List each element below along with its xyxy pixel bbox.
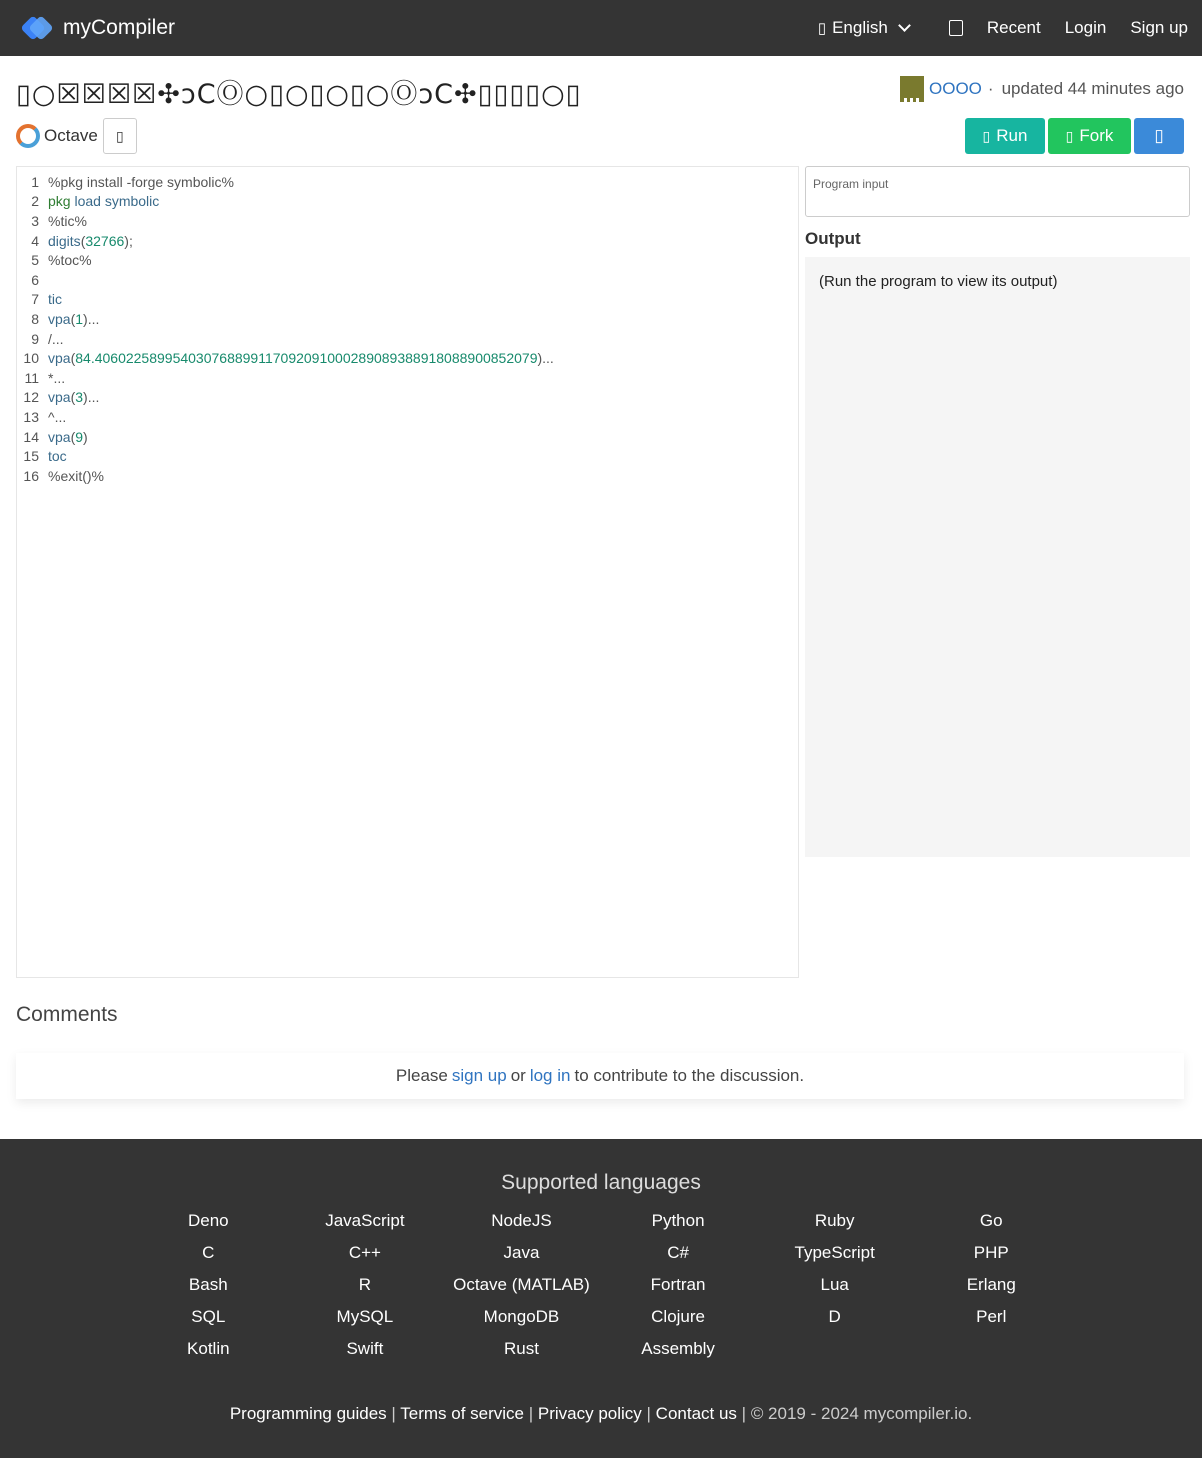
pencil-icon: ▯ (116, 127, 124, 144)
code-line[interactable] (17, 211, 798, 231)
chevron-down-icon (898, 19, 911, 32)
language-link[interactable]: Octave (MATLAB) (453, 1275, 590, 1294)
code-text: tic (48, 291, 62, 308)
language-link[interactable]: Clojure (651, 1307, 705, 1326)
program-input-field[interactable]: Program input (805, 166, 1190, 217)
language-link[interactable]: Lua (820, 1275, 849, 1294)
code-text: digits(32766); (48, 232, 133, 249)
code-text: pkg load symbolic (48, 193, 160, 210)
code-line[interactable] (17, 368, 798, 388)
line-number: 9 (31, 330, 39, 347)
fork-button[interactable] (1048, 118, 1131, 154)
code-text: *... (48, 369, 66, 386)
updated-time: updated 44 minutes ago (1001, 79, 1184, 98)
output-text: (Run the program to view its output) (819, 273, 1058, 290)
code-line[interactable] (17, 290, 798, 310)
language-link[interactable]: MongoDB (483, 1307, 560, 1326)
author-link[interactable]: OOOO (929, 79, 982, 98)
code-line[interactable] (17, 250, 798, 270)
code-line[interactable] (17, 348, 798, 368)
code-line[interactable] (17, 427, 798, 447)
language-link[interactable]: C# (667, 1243, 689, 1262)
comments-or: or (510, 1066, 526, 1085)
language-link[interactable]: Rust (504, 1339, 539, 1358)
code-line[interactable] (17, 270, 798, 290)
code-line[interactable] (17, 329, 798, 349)
line-number: 2 (31, 193, 39, 210)
language-link[interactable]: TypeScript (794, 1243, 875, 1262)
language-link[interactable]: Swift (346, 1339, 384, 1358)
line-number: 1 (31, 173, 39, 190)
language-link[interactable]: Python (651, 1211, 705, 1230)
comments-box (16, 1053, 1184, 1099)
line-number: 5 (31, 252, 39, 269)
output-panel (805, 257, 1190, 857)
top-navbar (0, 0, 1202, 56)
copyright: © 2019 - 2024 mycompiler.io. (750, 1404, 973, 1423)
language-link[interactable]: R (358, 1275, 372, 1294)
language-link[interactable]: Fortran (650, 1275, 706, 1294)
moon-icon[interactable] (949, 20, 963, 36)
code-text: %exit()% (48, 467, 105, 484)
footer-links: Programming guides | Terms of service | Privacy policy | Contact us | © 2019 - 2024 mycompiler.io. (229, 1404, 973, 1423)
octave-icon (16, 124, 40, 148)
brand-link[interactable] (22, 15, 175, 41)
code-text: vpa(9) (48, 428, 88, 445)
program-language: Octave (44, 126, 98, 145)
comments-suffix: to contribute to the discussion. (574, 1066, 805, 1085)
line-number: 13 (23, 408, 39, 425)
language-link[interactable]: Bash (188, 1275, 228, 1294)
language-link[interactable]: Ruby (814, 1211, 855, 1230)
language-link[interactable]: NodeJS (491, 1211, 552, 1230)
share-button[interactable] (1134, 118, 1184, 154)
meta-separator: · (987, 79, 994, 98)
code-editor[interactable] (16, 166, 799, 978)
run-label: Run (996, 126, 1028, 145)
share-icon: ▯ (1154, 126, 1164, 145)
footer (0, 1139, 1202, 1458)
globe-icon: ▯ (817, 20, 827, 37)
code-text: vpa(3)... (48, 389, 100, 406)
code-line[interactable] (17, 466, 798, 486)
login-link[interactable]: Login (1064, 18, 1107, 37)
language-link[interactable]: SQL (191, 1307, 226, 1326)
language-link[interactable]: C++ (348, 1243, 381, 1262)
language-link[interactable]: JavaScript (325, 1211, 405, 1230)
language-link[interactable]: Go (979, 1211, 1003, 1230)
program-meta (900, 76, 1184, 102)
line-number: 6 (31, 271, 39, 288)
code-text: %toc% (48, 252, 92, 269)
line-number: 14 (23, 428, 39, 445)
supported-languages-heading: Supported languages (501, 1171, 701, 1194)
footer-link[interactable]: Contact us (655, 1404, 737, 1423)
play-icon: ▯ (982, 127, 991, 144)
line-number: 12 (23, 389, 39, 406)
code-line[interactable] (17, 309, 798, 329)
edit-title-button[interactable] (103, 118, 137, 154)
signup-comment-link[interactable]: sign up (451, 1066, 507, 1085)
footer-link[interactable]: Terms of service (400, 1404, 524, 1423)
code-text: vpa(84.406022589954030768899117092091000289089388918088900852079)... (48, 350, 554, 367)
code-text: ^... (48, 408, 67, 425)
comments-heading: Comments (16, 1003, 118, 1026)
code-line[interactable] (17, 172, 798, 192)
line-number: 11 (24, 369, 39, 386)
code-line[interactable] (17, 388, 798, 408)
language-link[interactable]: D (828, 1307, 841, 1326)
line-number: 7 (31, 291, 39, 308)
language-selector[interactable] (818, 18, 909, 38)
avatar[interactable] (900, 76, 924, 102)
footer-link[interactable]: Privacy policy (537, 1404, 642, 1423)
output-heading: Output (805, 229, 861, 248)
run-button[interactable] (965, 118, 1045, 154)
language-link[interactable]: Perl (976, 1307, 1007, 1326)
language-link[interactable]: Deno (187, 1211, 229, 1230)
fork-icon: ▯ (1065, 127, 1074, 144)
code-line[interactable] (17, 407, 798, 427)
language-link[interactable]: C (202, 1243, 215, 1262)
footer-link[interactable]: Programming guides (229, 1404, 387, 1423)
code-text: %tic% (48, 212, 87, 229)
line-number: 8 (31, 310, 39, 327)
comments-prefix: Please (395, 1066, 448, 1085)
program-title: ▯○☒☒☒☒✣ↄϹⓄ○▯○▯○▯○ⓄↄϹ✣▯▯▯▯○▯ (16, 79, 582, 110)
mycompiler-logo-icon (22, 15, 52, 41)
code-line[interactable] (17, 231, 798, 251)
language-link[interactable]: PHP (973, 1243, 1009, 1262)
line-number: 4 (31, 232, 39, 249)
language-label: English (832, 18, 888, 37)
language-grid (130, 1211, 1070, 1360)
login-comment-link[interactable]: log in (529, 1066, 571, 1085)
recent-link[interactable]: Recent (986, 18, 1041, 37)
fork-label: Fork (1079, 126, 1114, 145)
code-text: %pkg install -forge symbolic% (48, 173, 234, 190)
brand-name: myCompiler (63, 16, 176, 39)
code-line[interactable] (17, 192, 798, 212)
line-number: 16 (23, 467, 39, 484)
language-link[interactable]: Java (503, 1243, 540, 1262)
code-line[interactable] (17, 446, 798, 466)
line-number: 3 (31, 212, 39, 229)
line-number: 10 (23, 350, 39, 367)
language-link[interactable]: Kotlin (187, 1339, 230, 1358)
line-number: 15 (23, 448, 39, 465)
language-link[interactable]: Erlang (966, 1275, 1016, 1294)
language-link[interactable]: Assembly (641, 1339, 715, 1358)
signup-link[interactable]: Sign up (1130, 18, 1188, 37)
code-text: /... (48, 330, 64, 347)
code-text: toc (48, 448, 67, 465)
code-text: vpa(1)... (48, 310, 100, 327)
language-link[interactable]: MySQL (336, 1307, 394, 1326)
